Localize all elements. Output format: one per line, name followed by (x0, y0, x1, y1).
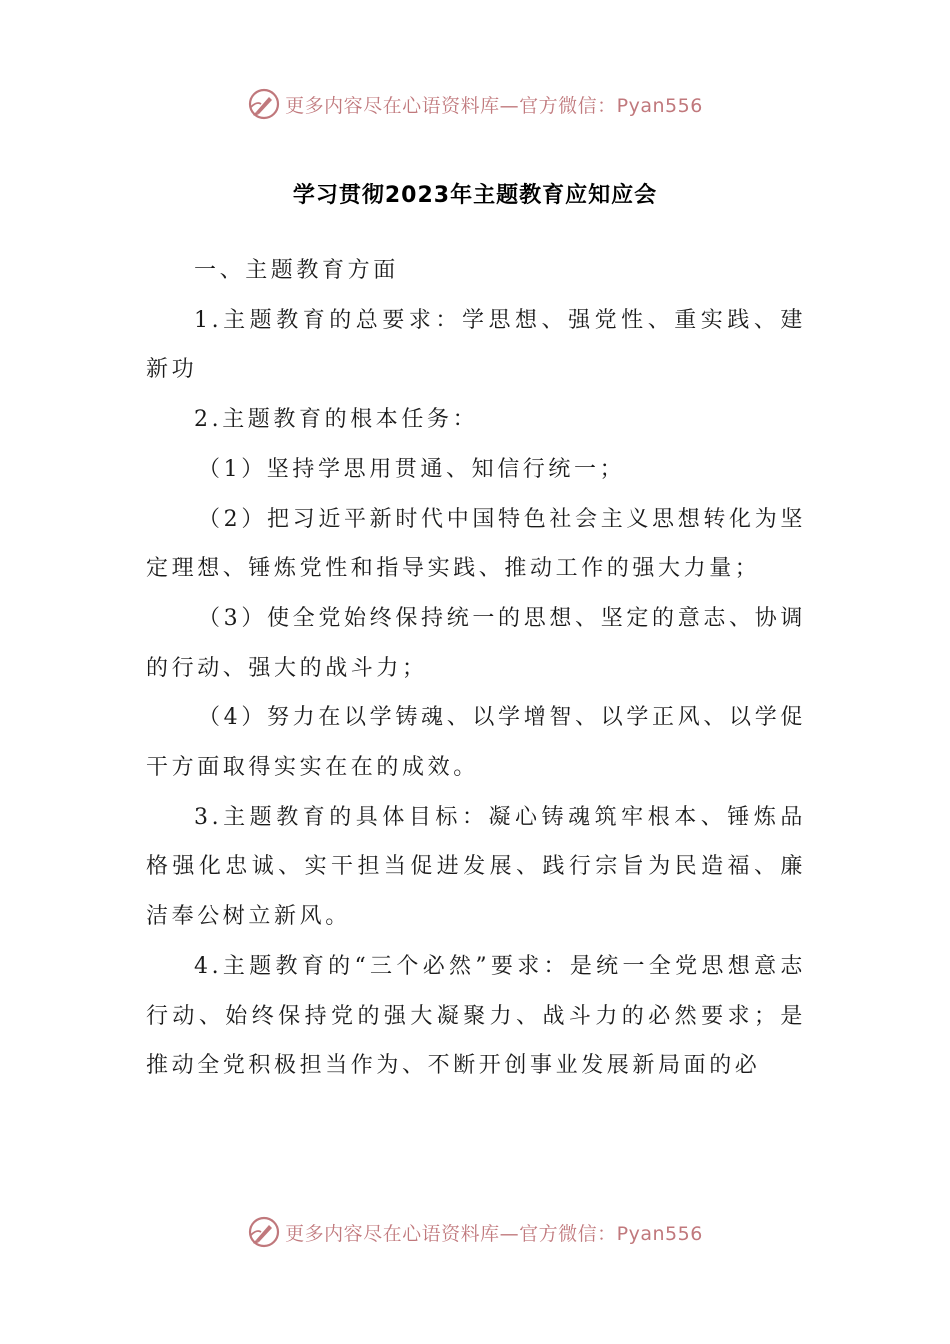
document-title: 学习贯彻2023年主题教育应知应会 (292, 183, 658, 208)
watermark-text: 更多内容尽在心语资料库—官方微信：Pyan556 (285, 94, 703, 117)
pen-nib-logo-icon (247, 1215, 281, 1249)
paragraph: 1.主题教育的总要求：学思想、强党性、重实践、建新功 (146, 307, 806, 383)
document-body (146, 246, 806, 1091)
paragraph: 4.主题教育的“三个必然”要求：是统一全党思想意志行动、始终保持党的强大凝聚力、战斗力的必然要求；是推动全党积极担当作为、不断开创事业发展新局面的必 (146, 953, 806, 1079)
footer-watermark (0, 1212, 950, 1252)
sub-paragraph: （4）努力在以学铸魂、以学增智、以学正风、以学促干方面取得实实在在的成效。 (146, 705, 806, 781)
paragraph: 3.主题教育的具体目标：凝心铸魂筑牢根本、锤炼品格强化忠诚、实干担当促进发展、践行宗旨为民造福、廉洁奉公树立新风。 (146, 804, 806, 930)
sub-paragraph: （2）把习近平新时代中国特色社会主义思想转化为坚定理想、锤炼党性和指导实践、推动工作的强大力量； (146, 506, 806, 582)
paragraph: 2.主题教育的根本任务： (194, 407, 479, 433)
watermark-text: 更多内容尽在心语资料库—官方微信：Pyan556 (285, 1222, 703, 1245)
header-watermark (0, 84, 950, 124)
section-heading: 一、主题教育方面 (194, 258, 399, 283)
sub-paragraph: （1）坚持学思用贯通、知信行统一； (198, 456, 626, 482)
sub-paragraph: （3）使全党始终保持统一的思想、坚定的意志、协调的行动、强大的战斗力； (146, 605, 806, 681)
pen-nib-logo-icon (247, 87, 281, 121)
